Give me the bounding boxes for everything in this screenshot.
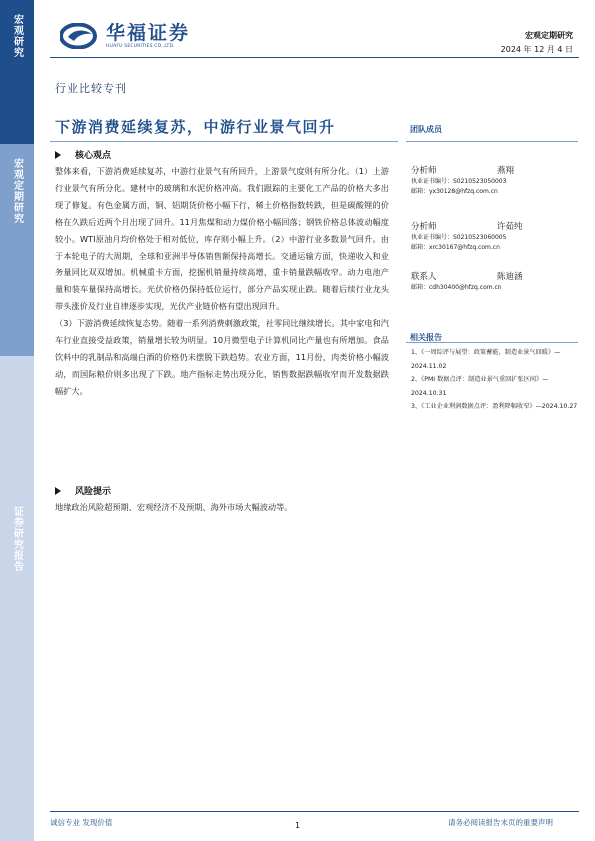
- side-band-label: 宏观定期研究: [11, 158, 23, 224]
- risk-heading: [55, 484, 111, 497]
- contact-card: [411, 272, 581, 293]
- report-category: 行业比较专刊: [55, 82, 127, 95]
- contact-email[interactable]: 邮箱：cdh30400@hfzq.com.cn: [411, 284, 502, 291]
- doc-date: 2024 年 12 月 4 日: [500, 45, 573, 54]
- analyst-card: [411, 222, 581, 253]
- analyst-email[interactable]: 邮箱：xrc30167@hfzq.com.cn: [411, 244, 500, 251]
- analyst-name: 燕翔: [497, 166, 515, 176]
- related-item[interactable]: 2、《PMI 数据点评：制造业景气重回扩张区间》—2024.10.31: [411, 376, 549, 397]
- analyst-email[interactable]: 邮箱：yx30128@hfzq.com.cn: [411, 188, 498, 195]
- risk-text: 地缘政治风险超预期、宏观经济不及预期、海外市场大幅波动等。: [55, 502, 293, 512]
- contact-role: 联系人: [411, 272, 437, 282]
- footer-slogan: 诚信专业 发现价值: [50, 818, 113, 827]
- contact-name: 陈迪涵: [497, 272, 523, 282]
- analyst-card: [411, 166, 581, 197]
- triangle-bullet-icon: [55, 487, 61, 495]
- side-band-label: 证券研究报告: [11, 506, 23, 572]
- team-divider: [406, 141, 578, 142]
- analyst-name: 许茹纯: [497, 222, 523, 232]
- related-list: [411, 346, 583, 414]
- side-band-periodic: [0, 144, 34, 356]
- page-number: 1: [295, 821, 301, 830]
- core-heading-label: 核心观点: [75, 151, 112, 161]
- core-paragraph: 整体来看，下游消费延续复苏，中游行业景气有所回升，上游景气度则有所分化。（1）上游行业景气有所分化。建材中的玻璃和水泥价格冲高。我们跟踪的主要化工产品的价格大多出现了修复。有色金属方面，铜、铝期货价格小幅下行，稀土价格指数转跌，但是碳酸锂的价格在久跌后近两个月出现了回升。11月焦煤和动力煤价格小幅回落；钢铁价格总体波动幅度较小。WTI原油月均价格处于相对低位，库存则小幅上升。（2）中游行业多数景气回升。由于本轮电子的大周期，全球和亚洲半导体销售额保持高增长。交通运输方面，快递收入和业务量同比双双增加。机械重卡方面，挖掘机销量持续高增，重卡销量跌幅收窄。动力电池产量和装车量保持高增长。光伏价格仍保持低位运行，部分产品实现止跌。随着后续行业龙头带头涨价及行业自律逐步实现，光伏产业链价格有望出现回升。: [55, 166, 389, 312]
- triangle-bullet-icon: [55, 151, 61, 159]
- risk-heading-label: 风险提示: [75, 487, 112, 497]
- analyst-role: 分析师: [411, 166, 437, 176]
- core-heading: [55, 148, 111, 161]
- side-band-macro: [0, 0, 34, 144]
- core-body: [55, 163, 389, 400]
- side-band-report: [0, 356, 34, 841]
- related-title: 相关报告: [410, 333, 442, 342]
- related-item[interactable]: 3、《工业企业利润数据点评：盈利降幅收窄》—2024.10.27: [411, 403, 578, 410]
- analyst-cert: 执业证书编号：S0210523060005: [411, 234, 507, 241]
- core-paragraph: （3）下游消费延续恢复态势。随着一系列消费刺激政策，社零同比继续增长。其中家电和汽车行业直接受益政策，销量增长较为明显。10月微型电子计算机同比产量也有所增加。食品饮料中的乳制品和高端白酒的价格仍未摆脱下跌趋势。农业方面，11月份，肉类价格小幅波动，而国际粮价则多出现了下跌。地产指标走势出现分化，销售数据跌幅收窄而开发数据跌幅扩大。: [55, 318, 389, 396]
- analyst-role: 分析师: [411, 222, 437, 232]
- brand-name: 华福证券: [106, 22, 191, 44]
- doc-type: 宏观定期研究: [525, 31, 573, 40]
- footer-divider: [50, 811, 579, 812]
- page-title: 下游消费延续复苏，中游行业景气回升: [55, 118, 336, 136]
- brand-logo: [60, 22, 190, 49]
- related-item[interactable]: 1、《一周综评与展望：政策蓄能，制造业景气回暖》—2024.11.02: [411, 349, 561, 370]
- title-divider: [50, 141, 398, 142]
- related-divider: [406, 342, 578, 343]
- logo-mark-icon: [60, 23, 100, 49]
- brand-name-en: HUAFU SECURITIES CO.,LTD.: [106, 44, 175, 49]
- analyst-cert: 执业证书编号：S0210523050003: [411, 178, 507, 185]
- team-title: 团队成员: [410, 125, 442, 134]
- footer-disclaimer: 请务必阅读报告末页的重要声明: [448, 818, 553, 827]
- side-band-label: 宏观研究: [11, 14, 23, 58]
- header-divider: [50, 57, 579, 58]
